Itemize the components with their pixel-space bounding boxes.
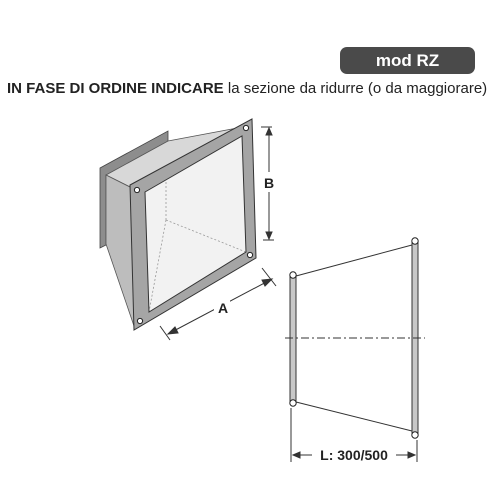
side-panel — [106, 175, 134, 326]
instruction-text: la sezione da ridurre (o da maggiorare) — [223, 80, 488, 97]
small-flange — [290, 276, 296, 402]
dimension-length-label: L: 300/500 — [320, 447, 388, 463]
instruction-bold: IN FASE DI ORDINE INDICARE — [7, 80, 224, 97]
dimension-a-label: A — [218, 300, 229, 316]
model-badge-label: mod RZ — [375, 50, 440, 70]
dimension-b-label: B — [264, 175, 275, 191]
side-elevation — [285, 238, 425, 438]
isometric-reducer — [100, 119, 256, 330]
